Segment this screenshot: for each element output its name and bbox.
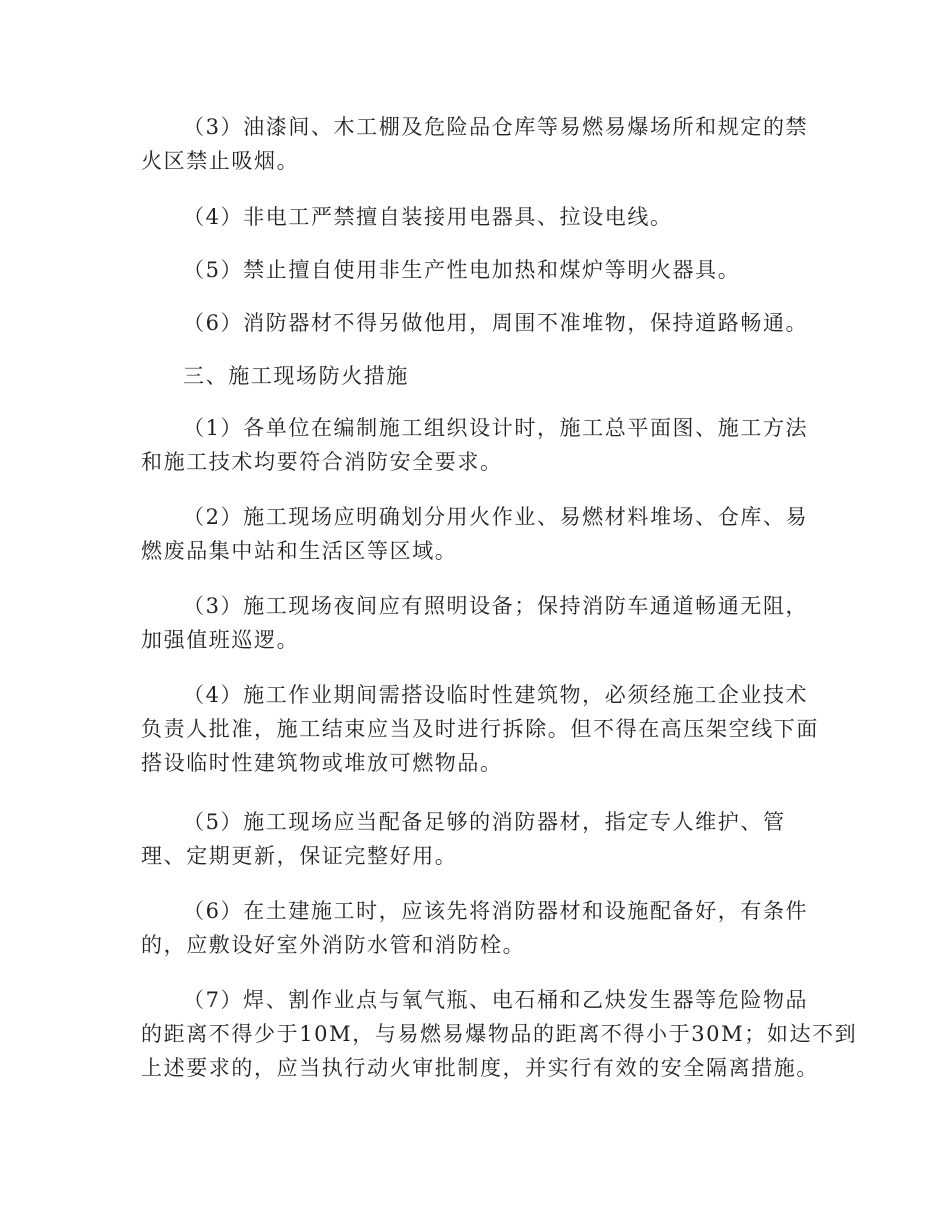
paragraph-line: （5）施工现场应当配备足够的消防器材，指定专人维护、管 bbox=[183, 810, 786, 834]
paragraph-line: 的，应敷设好室外消防水管和消防栓。 bbox=[141, 933, 526, 957]
paragraph-fire-3-smoking-ban bbox=[141, 110, 809, 178]
paragraph-line: （3）油漆间、木工棚及危险品仓库等易燃易爆场所和规定的禁 bbox=[183, 115, 809, 139]
paragraph-site-2-zoning bbox=[141, 500, 809, 568]
paragraph-fire-4-electrician bbox=[141, 200, 809, 234]
paragraph-line: （4）施工作业期间需搭设临时性建筑物，必须经施工企业技术 bbox=[183, 683, 809, 707]
paragraph-fire-5-heaters bbox=[141, 253, 809, 287]
paragraph-line: （4）非电工严禁擅自装接用电器具、拉设电线。 bbox=[183, 205, 673, 229]
paragraph-line: 火区禁止吸烟。 bbox=[141, 149, 300, 173]
paragraph-site-4-temporary-buildings bbox=[141, 678, 819, 780]
paragraph-site-1-design bbox=[141, 411, 809, 479]
paragraph-line: （6）在土建施工时，应该先将消防器材和设施配备好，有条件 bbox=[183, 899, 809, 923]
paragraph-line: 燃废品集中站和生活区等区域。 bbox=[141, 539, 458, 563]
paragraph-line: 上述要求的，应当执行动火审批制度，并实行有效的安全隔离措施。 bbox=[141, 1056, 819, 1080]
paragraph-line: （3）施工现场夜间应有照明设备；保持消防车通道畅通无阻， bbox=[183, 594, 809, 618]
paragraph-line: （2）施工现场应明确划分用火作业、易燃材料堆场、仓库、易 bbox=[183, 505, 809, 529]
paragraph-site-5-equipment bbox=[141, 805, 809, 873]
paragraph-line: 的距离不得少于10M，与易燃易爆物品的距离不得小于30M；如达不到 bbox=[141, 1022, 858, 1046]
paragraph-line: （5）禁止擅自使用非生产性电加热和煤炉等明火器具。 bbox=[183, 258, 741, 282]
paragraph-site-7-welding bbox=[141, 983, 858, 1085]
section-heading-site-fire-measures bbox=[141, 359, 809, 393]
paragraph-line: 和施工技术均要符合消防安全要求。 bbox=[141, 450, 503, 474]
paragraph-line: 搭设临时性建筑物或堆放可燃物品。 bbox=[141, 751, 503, 775]
paragraph-line: （7）焊、割作业点与氧气瓶、电石桶和乙炔发生器等危险物品 bbox=[183, 988, 809, 1012]
paragraph-line: 理、定期更新，保证完整好用。 bbox=[141, 844, 458, 868]
paragraph-line: （6）消防器材不得另做他用，周围不准堆物，保持道路畅通。 bbox=[183, 311, 809, 335]
section-heading: 三、施工现场防火措施 bbox=[183, 364, 409, 388]
paragraph-line: 负责人批准，施工结束应当及时进行拆除。但不得在高压架空线下面 bbox=[141, 717, 819, 741]
paragraph-fire-6-equipment bbox=[141, 306, 809, 340]
paragraph-site-3-lighting bbox=[141, 589, 809, 657]
paragraph-line: 加强值班巡逻。 bbox=[141, 628, 300, 652]
paragraph-site-6-construction bbox=[141, 894, 809, 962]
paragraph-line: （1）各单位在编制施工组织设计时，施工总平面图、施工方法 bbox=[183, 416, 809, 440]
